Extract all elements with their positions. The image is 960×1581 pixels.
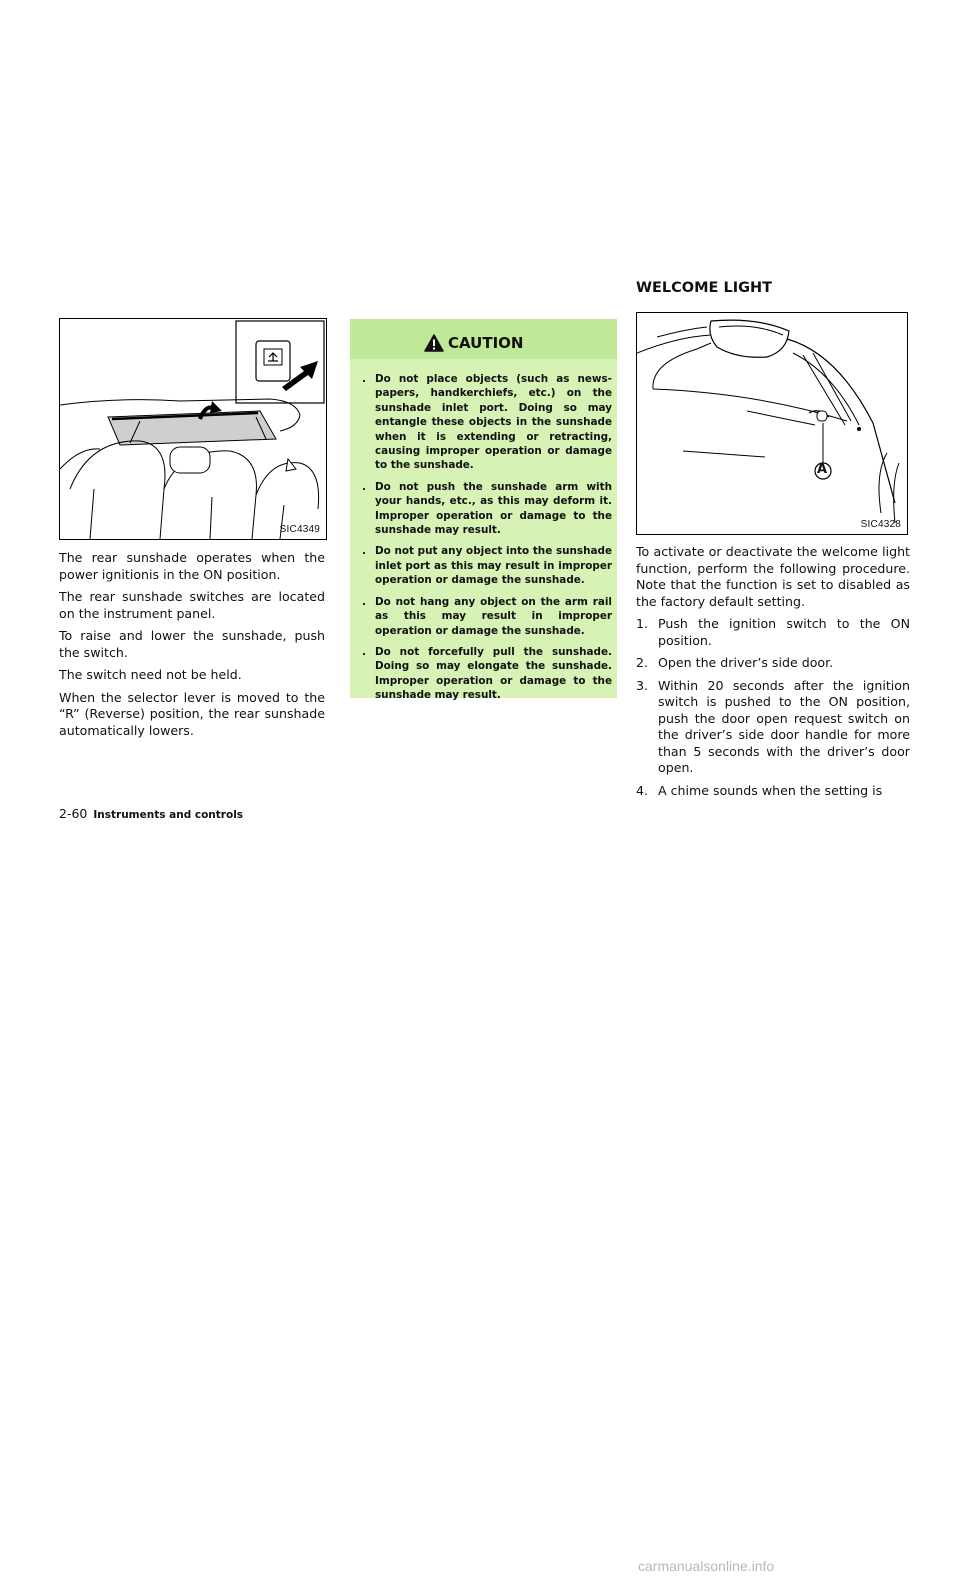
caution-item <box>362 372 612 473</box>
bullet: . <box>362 595 366 608</box>
page-number: 2-60 <box>59 806 88 821</box>
welcome-light-figure <box>636 312 908 535</box>
intro-paragraph: To activate or deactivate the welcome light function, perform the following procedure. Note that the function is set to disabled as the factory default setting. <box>636 544 910 609</box>
sunshade-illustration <box>60 319 326 539</box>
step-text: Within 20 seconds after the ignition switch is pushed to the ON position, push the door open request switch on the driver’s side door handle for more than 5 seconds with the driver’s door open. <box>658 677 910 775</box>
procedure-step <box>636 678 910 777</box>
step-text: A chime sounds when the setting is <box>658 782 883 798</box>
figure-code: SIC4349 <box>279 524 320 535</box>
step-number: 1. <box>636 616 649 631</box>
caution-list <box>362 372 612 710</box>
paragraph: The switch need not be held. <box>59 667 242 682</box>
caution-item <box>362 645 612 703</box>
page-footer <box>59 806 243 821</box>
paragraph: When the selector lever is moved to the “R” (Reverse) position, the rear sunshade automatically lowers. <box>59 689 325 738</box>
caution-title: CAUTION <box>448 334 524 352</box>
bullet: . <box>362 545 366 558</box>
procedure-step <box>636 616 910 649</box>
caution-item-text: Do not hang any object on the arm rail as this may result in improper operation or damage the sunshade. <box>375 595 612 637</box>
caution-item-text: Do not push the sunshade arm with your hands, etc., as this may deform it. Improper operation or damage to the sunshade may result. <box>375 480 612 537</box>
caution-item-text: Do not place objects (such as news-papers, handkerchiefs, etc.) on the sunshade inlet port. Doing so may entangle these objects in the sunshade when it is extending or retracting, causing improper operation or damage to the sunshade. <box>375 373 612 472</box>
paragraph: The rear sunshade operates when the power ignitionis in the ON position. <box>59 550 325 582</box>
procedure-step <box>636 783 910 800</box>
figure-callout: A <box>817 462 828 477</box>
bullet: . <box>362 373 366 385</box>
caution-item <box>362 544 612 587</box>
sunshade-figure <box>59 318 327 540</box>
watermark[interactable]: carmanualsonline.info <box>638 1558 775 1574</box>
paragraph: To raise and lower the sunshade, push the switch. <box>59 628 325 660</box>
section-title: WELCOME LIGHT <box>636 280 773 296</box>
step-number: 2. <box>636 655 649 670</box>
step-text: Push the ignition switch to the ON position. <box>658 616 910 648</box>
caution-item-text: Do not put any object into the sunshade inlet port as this may result in improper operation or damage the sunshade. <box>375 545 612 587</box>
door-handle-illustration <box>637 313 907 534</box>
step-text: Open the driver’s side door. <box>658 655 834 670</box>
footer-section-name: Instruments and controls <box>93 809 244 821</box>
step-number: 3. <box>636 677 649 693</box>
welcome-light-procedure <box>636 544 910 805</box>
sunshade-description <box>59 550 325 745</box>
paragraph: The rear sunshade switches are located on the instrument panel. <box>59 589 325 621</box>
bullet: . <box>362 480 366 493</box>
warning-triangle-icon <box>424 334 444 352</box>
procedure-step <box>636 655 910 672</box>
caution-item-text: Do not forcefully pull the sunshade. Doing so may elongate the sunshade. Improper operation or damage to the sunshade may result. <box>375 645 612 702</box>
caution-item <box>362 595 612 638</box>
figure-code: SIC4328 <box>860 519 901 530</box>
bullet: . <box>362 645 366 658</box>
step-number: 4. <box>636 782 649 798</box>
caution-item <box>362 480 612 538</box>
